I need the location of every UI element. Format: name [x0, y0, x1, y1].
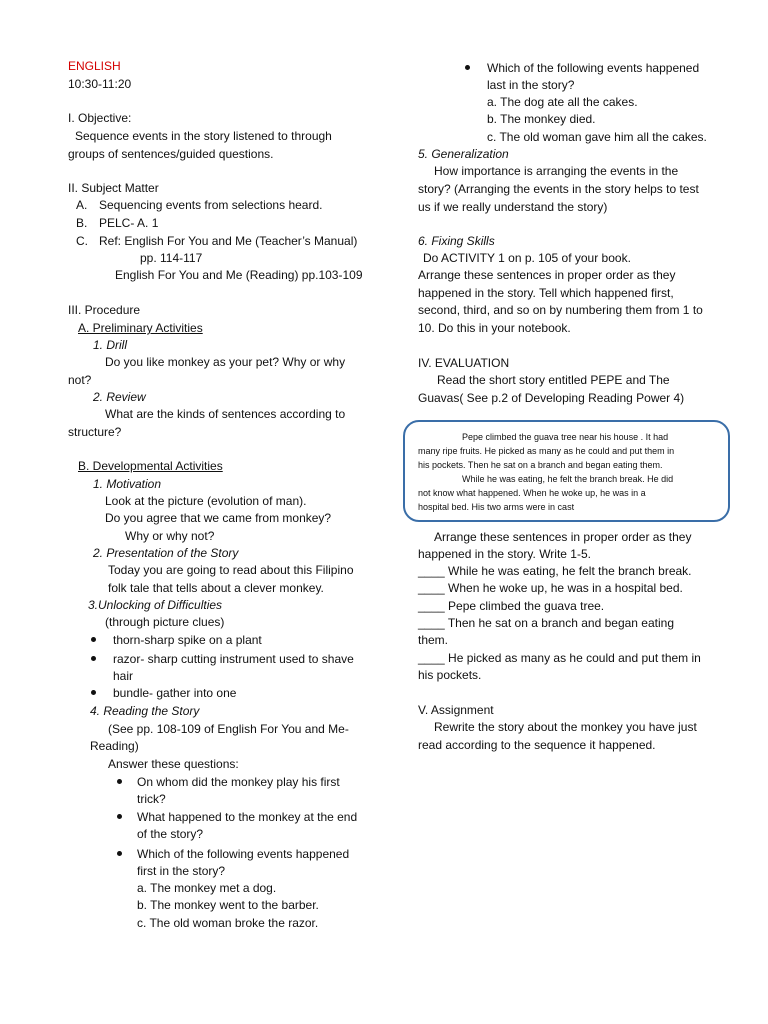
subject-matter-item: pp. 114-117	[140, 251, 203, 265]
objective-text: groups of sentences/guided questions.	[68, 147, 274, 161]
vocabulary-item: thorn-sharp spike on a plant	[113, 633, 262, 647]
generalization-text: How importance is arranging the events in the	[434, 164, 679, 178]
question: What happened to the monkey at the end	[137, 810, 358, 824]
objective-heading: I. Objective:	[68, 111, 132, 125]
generalization-text: story? (Arranging the events in the story helps to test	[418, 182, 699, 196]
bullet-icon	[465, 65, 470, 70]
subject-title: ENGLISH	[68, 59, 121, 73]
bullet-icon	[91, 690, 96, 695]
arrange-sentence: ____ Pepe climbed the guava tree.	[418, 599, 605, 613]
presentation-text: folk tale that tells about a clever monkey.	[108, 581, 324, 595]
fixing-skills-heading: 6. Fixing Skills	[418, 234, 495, 248]
list-letter: A.	[76, 198, 88, 212]
evaluation-text: Read the short story entitled PEPE and The	[437, 373, 670, 387]
assignment-text: read according to the sequence it happened.	[418, 738, 656, 752]
story-text: many ripe fruits. He picked as many as he could and put them in	[418, 446, 675, 456]
story-text: Pepe climbed the guava tree near his house . It had	[462, 432, 669, 442]
fixing-skills-text: Do ACTIVITY 1 on p. 105 of your book.	[423, 251, 631, 265]
story-text: hospital bed. His two arms were in cast	[418, 502, 575, 512]
drill-text: Do you like monkey as your pet? Why or why	[105, 355, 346, 369]
generalization-text: us if we really understand the story)	[418, 200, 608, 214]
arrange-sentence: them.	[418, 633, 449, 647]
motivation-text: Do you agree that we came from monkey?	[105, 511, 332, 525]
assignment-heading: V. Assignment	[418, 703, 494, 717]
answer-choice: c. The old woman gave him all the cakes.	[487, 130, 707, 144]
question: On whom did the monkey play his first	[137, 775, 340, 789]
vocabulary-item: bundle- gather into one	[113, 686, 237, 700]
bullet-icon	[117, 814, 122, 819]
story-text: not know what happened. When he woke up, he was in a	[418, 488, 646, 498]
review-text: What are the kinds of sentences according to	[105, 407, 346, 421]
arrange-sentence: ____ He picked as many as he could and put them in	[418, 651, 701, 665]
answer-choice: c. The old woman broke the razor.	[137, 916, 319, 930]
bullet-icon	[117, 851, 122, 856]
question: first in the story?	[137, 864, 226, 878]
reading-text: (See pp. 108-109 of English For You and Me-	[108, 722, 349, 736]
vocabulary-item: razor- sharp cutting instrument used to shave	[113, 652, 354, 666]
review-heading: 2. Review	[93, 390, 146, 404]
arrange-instructions: happened in the story. Write 1-5.	[418, 547, 591, 561]
list-letter: B.	[76, 216, 88, 230]
fixing-skills-text: Arrange these sentences in proper order as they	[418, 268, 676, 282]
unlocking-text: (through picture clues)	[105, 615, 225, 629]
procedure-heading: III. Procedure	[68, 303, 141, 317]
motivation-text: Why or why not?	[125, 529, 215, 543]
bullet-icon	[91, 637, 96, 642]
list-letter: C.	[76, 234, 88, 248]
arrange-sentence: ____ Then he sat on a branch and began eating	[418, 616, 674, 630]
developmental-heading: B. Developmental Activities	[78, 459, 223, 473]
assignment-text: Rewrite the story about the monkey you have just	[434, 720, 697, 734]
subject-matter-item: English For You and Me (Reading) pp.103-109	[115, 268, 363, 282]
bullet-icon	[91, 656, 96, 661]
evaluation-heading: IV. EVALUATION	[418, 356, 510, 370]
vocabulary-item: hair	[113, 669, 134, 683]
story-text: While he was eating, he felt the branch break. He did	[462, 474, 674, 484]
preliminary-heading: A. Preliminary Activities	[78, 321, 203, 335]
subject-matter-item: Ref: English For You and Me (Teacher’s Manual)	[99, 234, 358, 248]
presentation-heading: 2. Presentation of the Story	[93, 546, 239, 560]
fixing-skills-text: 10. Do this in your notebook.	[418, 321, 571, 335]
question: last in the story?	[487, 78, 575, 92]
time-slot: 10:30-11:20	[68, 77, 132, 91]
motivation-text: Look at the picture (evolution of man).	[105, 494, 307, 508]
reading-text: Reading)	[90, 739, 139, 753]
arrange-sentence: ____ When he woke up, he was in a hospital bed.	[418, 581, 683, 595]
objective-text: Sequence events in the story listened to through	[75, 129, 332, 143]
answer-choice: b. The monkey died.	[487, 112, 596, 126]
subject-matter-item: Sequencing events from selections heard.	[99, 198, 323, 212]
motivation-heading: 1. Motivation	[93, 477, 162, 491]
fixing-skills-text: second, third, and so on by numbering them from 1 to	[418, 303, 703, 317]
reading-text: Answer these questions:	[108, 757, 239, 771]
generalization-heading: 5. Generalization	[418, 147, 509, 161]
story-text: his pockets. Then he sat on a branch and began eating them.	[418, 460, 663, 470]
arrange-sentence: ____ While he was eating, he felt the branch break.	[418, 564, 692, 578]
drill-heading: 1. Drill	[93, 338, 128, 352]
subject-matter-item: PELC- A. 1	[99, 216, 159, 230]
answer-choice: a. The dog ate all the cakes.	[487, 95, 638, 109]
subject-matter-heading: II. Subject Matter	[68, 181, 159, 195]
question: of the story?	[137, 827, 204, 841]
review-text: structure?	[68, 425, 122, 439]
unlocking-heading: 3.Unlocking of Difficulties	[88, 598, 223, 612]
fixing-skills-text: happened in the story. Tell which happened first,	[418, 286, 674, 300]
arrange-sentence: his pockets.	[418, 668, 482, 682]
question: Which of the following events happened	[137, 847, 350, 861]
answer-choice: b. The monkey went to the barber.	[137, 898, 319, 912]
answer-choice: a. The monkey met a dog.	[137, 881, 277, 895]
evaluation-text: Guavas( See p.2 of Developing Reading Power 4)	[418, 391, 685, 405]
arrange-instructions: Arrange these sentences in proper order as they	[434, 530, 692, 544]
drill-text: not?	[68, 373, 92, 387]
reading-heading: 4. Reading the Story	[90, 704, 200, 718]
bullet-icon	[117, 779, 122, 784]
question: Which of the following events happened	[487, 61, 700, 75]
question: trick?	[137, 792, 166, 806]
presentation-text: Today you are going to read about this Filipino	[108, 563, 354, 577]
